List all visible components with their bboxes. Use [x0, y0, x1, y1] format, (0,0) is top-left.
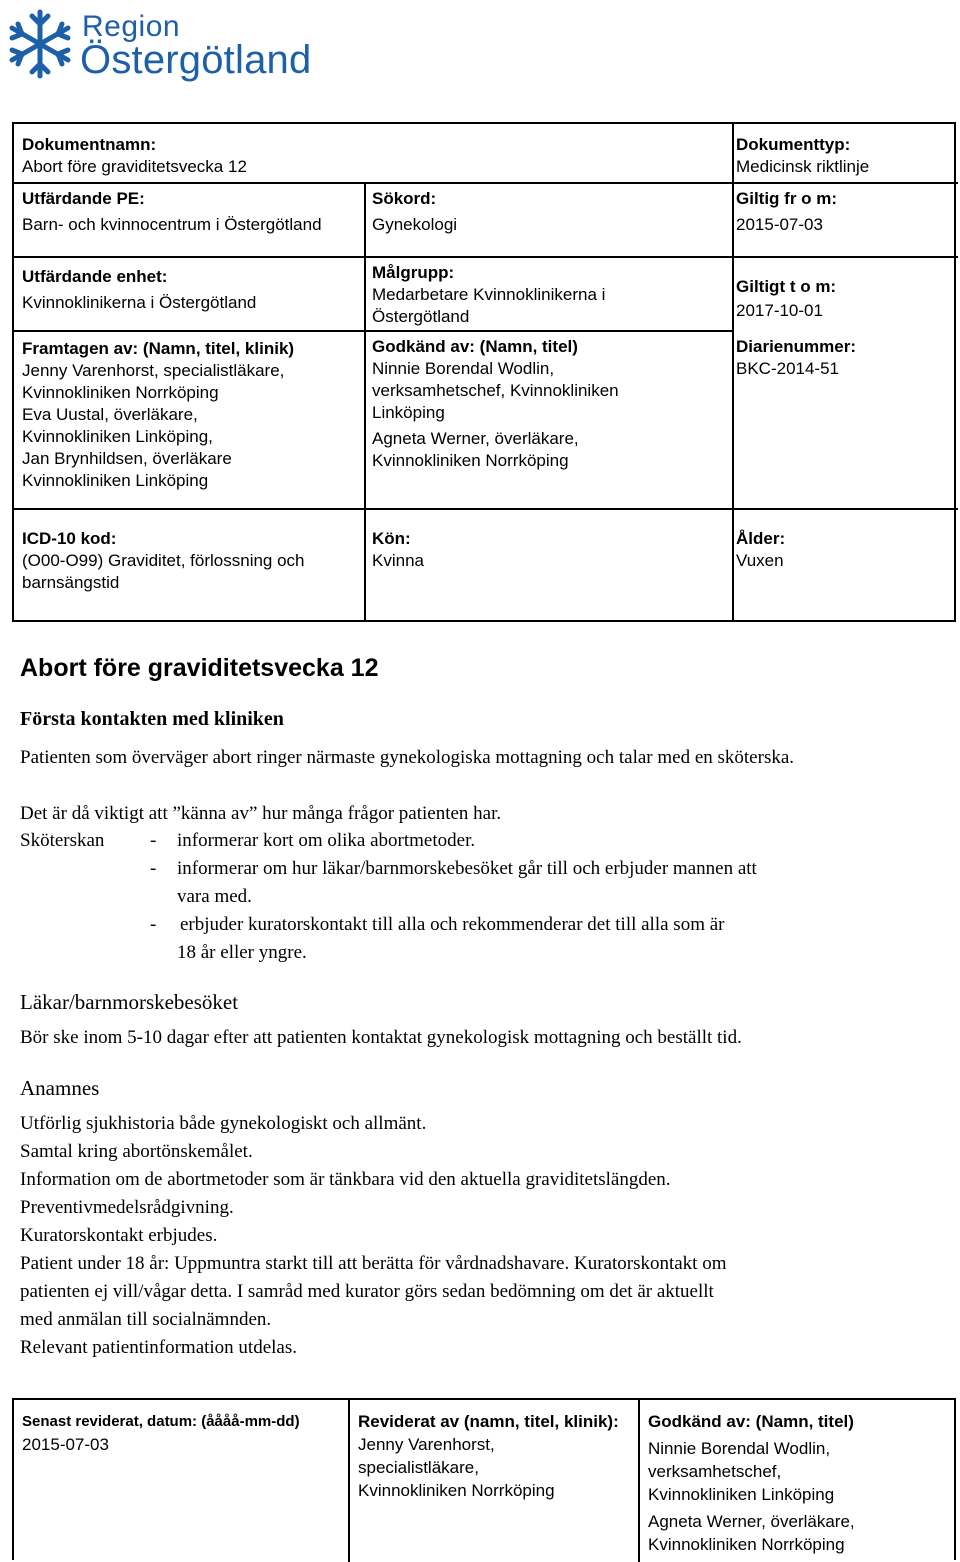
section-heading-anamnes: Anamnes — [20, 1076, 100, 1100]
reviderat-av-line: Kvinnokliniken Norrköping — [358, 1481, 555, 1500]
section-heading-forsta-kontakten: Första kontakten med kliniken — [20, 708, 284, 730]
kon-label: Kön: — [372, 529, 411, 548]
diarienummer-value: BKC-2014-51 — [736, 359, 840, 378]
logo-region-text: Region — [82, 10, 181, 43]
divider — [638, 1400, 640, 1562]
dokumenttyp-value: Medicinsk riktlinje — [736, 157, 870, 176]
document-title: Abort före graviditetsvecka 12 — [20, 654, 379, 682]
utfardande-pe-label: Utfärdande PE: — [22, 189, 145, 208]
footer-godkand-line: Ninnie Borendal Wodlin, — [648, 1439, 831, 1458]
divider — [364, 182, 366, 622]
dokumenttyp-cell — [736, 134, 869, 178]
framtagen-label: Framtagen av: (Namn, titel, klinik) — [22, 339, 295, 358]
alder-label: Ålder: — [736, 529, 786, 548]
framtagen-line: Kvinnokliniken Linköping, — [22, 427, 213, 446]
anamnes-line: Relevant patientinformation utdelas. — [20, 1337, 298, 1358]
snowflake-logo-icon — [2, 6, 78, 82]
section-heading-lakar-besok: Läkar/barnmorskebesöket — [20, 990, 239, 1014]
dokumentnamn-cell — [22, 134, 247, 178]
godkand-line: Agneta Werner, överläkare, — [372, 429, 579, 448]
godkand-line: Kvinnokliniken Norrköping — [372, 451, 569, 470]
giltig-tom-label: Giltigt t o m: — [736, 277, 837, 296]
godkand-cell — [372, 336, 722, 472]
dokumentnamn-value: Abort före graviditetsvecka 12 — [22, 157, 247, 176]
godkand-line: verksamhetschef, Kvinnokliniken — [372, 381, 619, 400]
region-logo — [2, 4, 312, 82]
anamnes-line: Preventivmedelsrådgivning. — [20, 1197, 234, 1218]
footer-godkand-line: Kvinnokliniken Norrköping — [648, 1535, 845, 1554]
malgrupp-cell — [372, 262, 672, 328]
icd-label: ICD-10 kod: — [22, 529, 117, 548]
senast-reviderat-value: 2015-07-03 — [22, 1435, 109, 1454]
utfardande-enhet-value: Kvinnoklinikerna i Östergötland — [22, 293, 257, 312]
kon-cell — [372, 528, 424, 572]
bullet-item-continuation: vara med. — [177, 886, 252, 907]
reviderat-av-line: specialistläkare, — [358, 1458, 479, 1477]
alder-cell — [736, 528, 785, 572]
divider — [364, 330, 732, 332]
framtagen-line: Jan Brynhildsen, överläkare — [22, 449, 232, 468]
anamnes-line: patienten ej vill/vågar detta. I samråd med kurator görs sedan bedömning om det är aktuellt — [20, 1281, 714, 1302]
reviderat-av-cell — [358, 1410, 634, 1502]
godkand-label: Godkänd av: (Namn, titel) — [372, 337, 578, 356]
divider — [14, 330, 364, 332]
icd-value: (O00-O99) Graviditet, förlossning och barnsängstid — [22, 551, 305, 592]
paragraph: Bör ske inom 5-10 dagar efter att patienten kontaktat gynekologisk mottagning och beställt tid. — [20, 1027, 742, 1048]
document-header-table — [12, 122, 956, 622]
kon-value: Kvinna — [372, 551, 424, 570]
dokumentnamn-label: Dokumentnamn: — [22, 135, 157, 154]
diarienummer-cell — [736, 336, 856, 380]
utfardande-pe-cell — [22, 188, 352, 236]
divider — [364, 256, 732, 258]
giltig-tom-cell — [736, 276, 836, 322]
framtagen-cell — [22, 338, 362, 492]
bullet-item: erbjuder kuratorskontakt till alla och rekommenderar det till alla som är — [180, 914, 725, 935]
anamnes-line: med anmälan till socialnämnden. — [20, 1309, 272, 1330]
anamnes-line: Samtal kring abortönskemålet. — [20, 1141, 253, 1162]
divider — [14, 182, 958, 184]
divider — [732, 256, 958, 258]
bullet-item-continuation: 18 år eller yngre. — [177, 942, 307, 963]
divider — [14, 508, 958, 510]
bullet-dash: - — [150, 858, 157, 879]
framtagen-line: Kvinnokliniken Norrköping — [22, 383, 219, 402]
anamnes-line: Patient under 18 år: Uppmuntra starkt till att berätta för vårdnadshavare. Kuratorskontakt om — [20, 1253, 727, 1274]
anamnes-line: Information om de abortmetoder som är tänkbara vid den aktuella graviditetslängden. — [20, 1169, 671, 1190]
divider — [348, 1400, 350, 1562]
framtagen-line: Kvinnokliniken Linköping — [22, 471, 209, 490]
reviderat-av-label: Reviderat av (namn, titel, klinik): — [358, 1412, 619, 1431]
sokord-label: Sökord: — [372, 189, 437, 208]
senast-reviderat-label: Senast reviderat, datum: (åååå-mm-dd) — [22, 1413, 300, 1430]
giltig-from-value: 2015-07-03 — [736, 215, 823, 234]
divider — [14, 256, 364, 258]
bullet-dash: - — [150, 914, 157, 935]
anamnes-line: Kuratorskontakt erbjudes. — [20, 1225, 218, 1246]
giltig-from-cell — [736, 188, 837, 236]
senast-reviderat-cell — [22, 1410, 300, 1456]
godkand-line: Linköping — [372, 403, 445, 422]
reviderat-av-line: Jenny Varenhorst, — [358, 1435, 495, 1454]
bullet-dash: - — [150, 830, 157, 851]
diarienummer-label: Diarienummer: — [736, 337, 856, 356]
footer-godkand-line: Kvinnokliniken Linköping — [648, 1485, 835, 1504]
malgrupp-label: Målgrupp: — [372, 263, 455, 282]
footer-godkand-line: Agneta Werner, överläkare, — [648, 1512, 855, 1531]
divider — [732, 124, 734, 622]
bullet-item: informerar om hur läkar/barnmorskebesöket går till och erbjuder mannen att — [177, 858, 757, 879]
paragraph: Patienten som överväger abort ringer närmaste gynekologiska mottagning och talar med en sköterska. — [20, 747, 795, 768]
sokord-cell — [372, 188, 457, 236]
footer-godkand-cell — [648, 1410, 855, 1556]
godkand-line: Ninnie Borendal Wodlin, — [372, 359, 555, 378]
anamnes-line: Utförlig sjukhistoria både gynekologiskt och allmänt. — [20, 1113, 427, 1134]
footer-godkand-line: verksamhetschef, — [648, 1462, 782, 1481]
dokumenttyp-label: Dokumenttyp: — [736, 135, 851, 154]
utfardande-enhet-cell — [22, 266, 256, 314]
malgrupp-value: Medarbetare Kvinnoklinikerna i Östergötland — [372, 285, 606, 326]
utfardande-enhet-label: Utfärdande enhet: — [22, 267, 168, 286]
paragraph: Det är då viktigt att ”känna av” hur många frågor patienten har. — [20, 803, 502, 824]
footer-godkand-label: Godkänd av: (Namn, titel) — [648, 1412, 854, 1431]
alder-value: Vuxen — [736, 551, 784, 570]
revision-footer-table — [12, 1398, 956, 1560]
framtagen-line: Jenny Varenhorst, specialistläkare, — [22, 361, 285, 380]
sokord-value: Gynekologi — [372, 215, 458, 234]
giltig-tom-value: 2017-10-01 — [736, 301, 823, 320]
giltig-from-label: Giltig fr o m: — [736, 189, 838, 208]
utfardande-pe-value: Barn- och kvinnocentrum i Östergötland — [22, 215, 322, 234]
logo-ostergotland-text: Östergötland — [80, 38, 312, 82]
skoterskan-label: Sköterskan — [20, 830, 105, 851]
bullet-item: informerar kort om olika abortmetoder. — [177, 830, 476, 851]
framtagen-line: Eva Uustal, överläkare, — [22, 405, 198, 424]
icd-cell — [22, 528, 362, 594]
